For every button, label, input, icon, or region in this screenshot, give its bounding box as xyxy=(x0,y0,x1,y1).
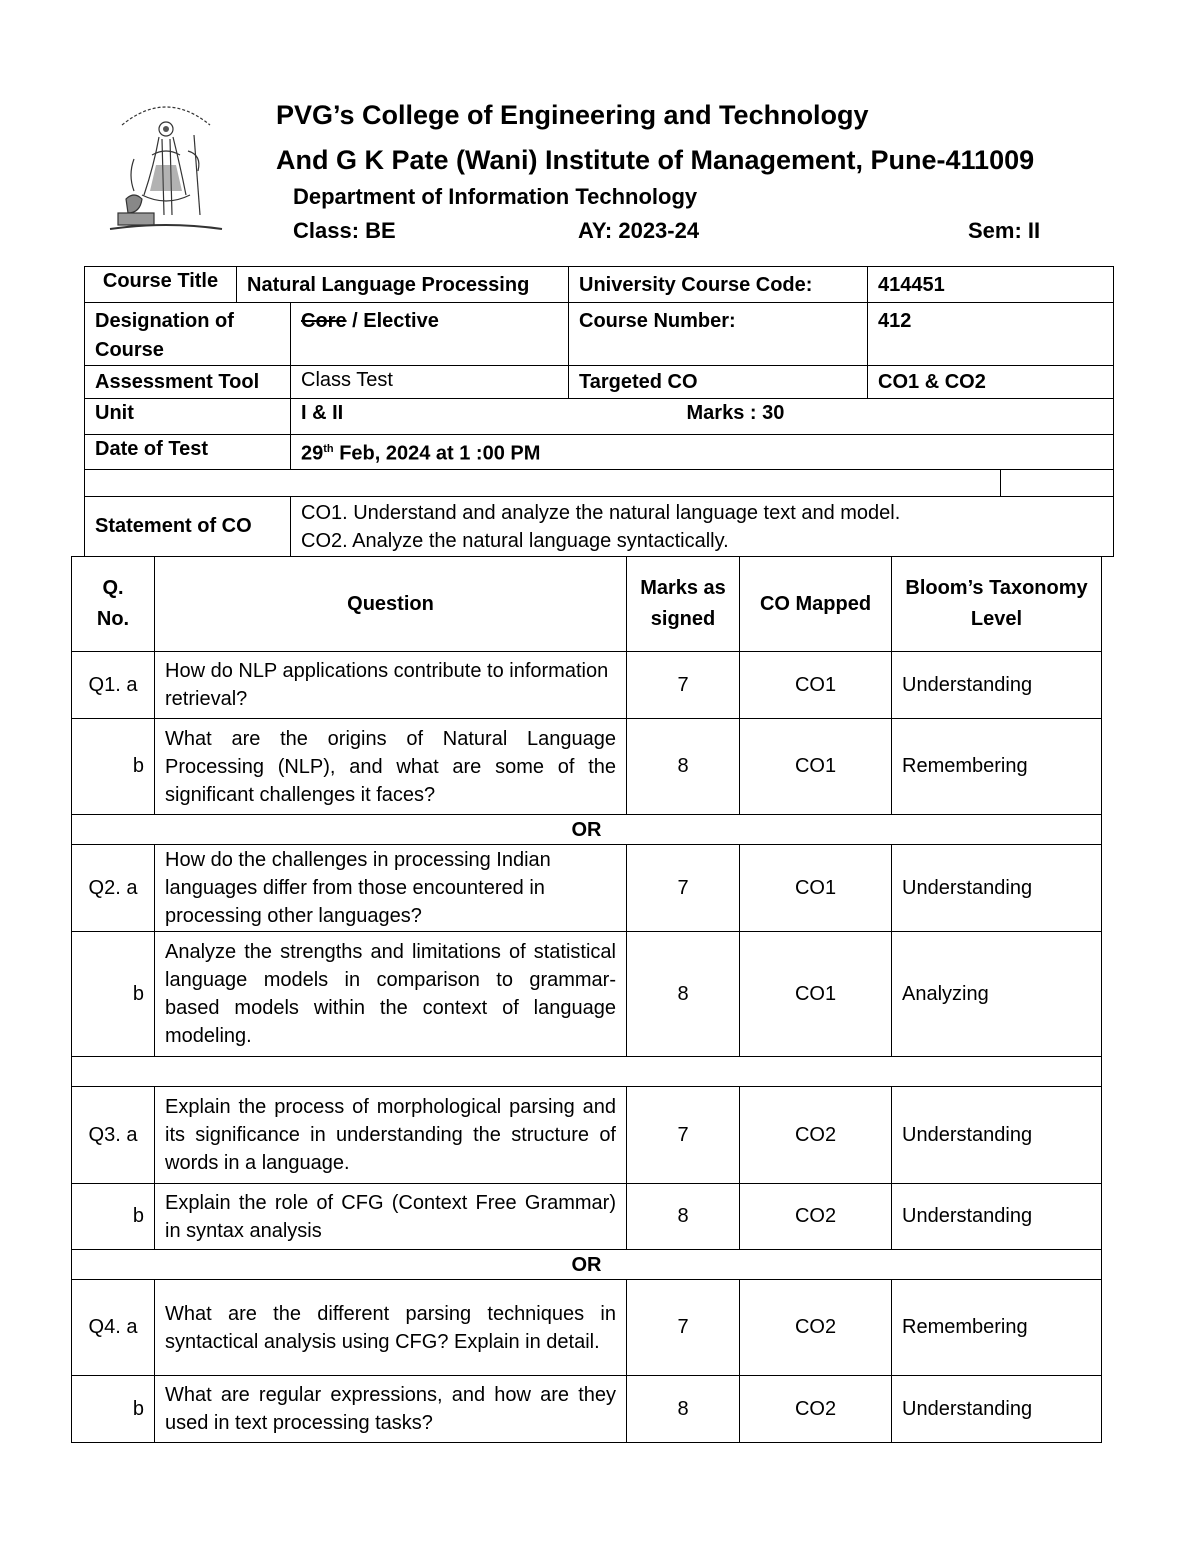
question-number: Q3. a xyxy=(72,1087,155,1184)
table-row xyxy=(72,932,1102,1057)
question-marks: 8 xyxy=(627,719,740,815)
institute-name: And G K Pate (Wani) Institute of Management, Pune-411009 xyxy=(276,145,1035,175)
blank-row xyxy=(85,469,1001,496)
question-marks: 7 xyxy=(627,652,740,719)
question-bloom-level: Remembering xyxy=(892,1280,1102,1376)
table-row xyxy=(72,719,1102,815)
question-number: b xyxy=(72,1376,155,1443)
question-text: What are regular expressions, and how are they used in text processing tasks? xyxy=(155,1376,627,1443)
course-code-value: 414451 xyxy=(868,267,1114,303)
blank-separator xyxy=(72,1057,1102,1087)
question-text: Analyze the strengths and limitations of statistical language models in comparison to grammar-based models within the context of language modeling. xyxy=(155,932,627,1057)
question-text: What are the different parsing techniques in syntactical analysis using CFG? Explain in detail. xyxy=(155,1280,627,1376)
course-code-label: University Course Code: xyxy=(569,267,868,303)
table-row xyxy=(72,845,1102,932)
date-day: 29 xyxy=(301,442,324,465)
question-bloom-level: Understanding xyxy=(892,1087,1102,1184)
header-bloom-level: Bloom’s Taxonomy Level xyxy=(892,557,1102,652)
date-label: Date of Test xyxy=(85,435,291,470)
course-title-label: Course Title xyxy=(85,267,237,303)
header-marks: Marks assigned xyxy=(627,557,740,652)
question-co: CO2 xyxy=(740,1280,892,1376)
co-statement-value xyxy=(291,496,1114,556)
assessment-tool-label: Assessment Tool xyxy=(85,366,291,399)
question-marks: 7 xyxy=(627,1280,740,1376)
date-value xyxy=(291,435,1114,470)
question-text: What are the origins of Natural Language Processing (NLP), and what are some of the significant challenges it faces? xyxy=(155,719,627,815)
question-bloom-level: Understanding xyxy=(892,1184,1102,1250)
table-row xyxy=(72,1376,1102,1443)
course-number-label: Course Number: xyxy=(569,303,868,366)
question-bloom-level: Analyzing xyxy=(892,932,1102,1057)
co-statement-label: Statement of CO xyxy=(85,496,291,556)
college-logo xyxy=(104,95,228,237)
question-number: Q2. a xyxy=(72,845,155,932)
table-row xyxy=(72,652,1102,719)
college-name: PVG’s College of Engineering and Technology xyxy=(276,100,869,130)
designation-value xyxy=(291,303,569,366)
question-text: Explain the process of morphological parsing and its significance in understanding the structure of words in a language. xyxy=(155,1087,627,1184)
unit-cell xyxy=(291,399,1114,435)
question-co: CO1 xyxy=(740,932,892,1057)
question-marks: 8 xyxy=(627,1184,740,1250)
question-co: CO1 xyxy=(740,652,892,719)
question-marks: 8 xyxy=(627,1376,740,1443)
question-text: Explain the role of CFG (Context Free Grammar) in syntax analysis xyxy=(155,1184,627,1250)
table-row xyxy=(72,1087,1102,1184)
targeted-co-label: Targeted CO xyxy=(569,366,868,399)
designation-core: Core xyxy=(301,310,347,332)
question-co: CO1 xyxy=(740,719,892,815)
department-name: Department of Information Technology xyxy=(293,184,698,209)
questions-table xyxy=(71,556,1102,1443)
question-marks: 8 xyxy=(627,932,740,1057)
or-separator: OR xyxy=(72,815,1102,845)
table-row xyxy=(72,1184,1102,1250)
question-text: How do the challenges in processing Indian languages differ from those encountered in processing other languages? xyxy=(155,845,627,932)
semester: Sem: II xyxy=(968,218,1041,243)
question-co: CO2 xyxy=(740,1087,892,1184)
table-row xyxy=(72,1280,1102,1376)
header-question: Question xyxy=(155,557,627,652)
header-co-mapped: CO Mapped xyxy=(740,557,892,652)
header-qno: Q. No. xyxy=(72,557,155,652)
unit-label: Unit xyxy=(85,399,291,435)
question-number: b xyxy=(72,1184,155,1250)
co2-statement: CO2. Analyze the natural language syntactically. xyxy=(301,529,729,552)
targeted-co-value: CO1 & CO2 xyxy=(868,366,1114,399)
question-bloom-level: Understanding xyxy=(892,1376,1102,1443)
course-info-table xyxy=(84,266,1114,557)
designation-elective: / Elective xyxy=(346,310,439,332)
academic-year: AY: 2023-24 xyxy=(578,218,700,243)
question-co: CO2 xyxy=(740,1376,892,1443)
or-separator: OR xyxy=(72,1250,1102,1280)
course-number-value: 412 xyxy=(868,303,1114,366)
date-rest: Feb, 2024 at 1 :00 PM xyxy=(333,442,541,465)
question-marks: 7 xyxy=(627,1087,740,1184)
question-bloom-level: Remembering xyxy=(892,719,1102,815)
blank-cell xyxy=(1001,469,1114,496)
question-marks: 7 xyxy=(627,845,740,932)
designation-label: Designation of Course xyxy=(85,303,291,366)
co1-statement: CO1. Understand and analyze the natural language text and model. xyxy=(301,501,901,524)
question-number: Q4. a xyxy=(72,1280,155,1376)
question-co: CO1 xyxy=(740,845,892,932)
question-bloom-level: Understanding xyxy=(892,845,1102,932)
assessment-tool-value: Class Test xyxy=(291,366,569,399)
question-bloom-level: Understanding xyxy=(892,652,1102,719)
course-title-value: Natural Language Processing xyxy=(237,267,569,303)
total-marks: Marks : 30 xyxy=(686,402,785,424)
question-number: b xyxy=(72,932,155,1057)
unit-value: I & II xyxy=(301,402,344,424)
question-number: b xyxy=(72,719,155,815)
question-number: Q1. a xyxy=(72,652,155,719)
date-suffix: th xyxy=(323,443,334,455)
question-co: CO2 xyxy=(740,1184,892,1250)
question-text: How do NLP applications contribute to information retrieval? xyxy=(155,652,627,719)
class-label: Class: BE xyxy=(293,218,396,243)
